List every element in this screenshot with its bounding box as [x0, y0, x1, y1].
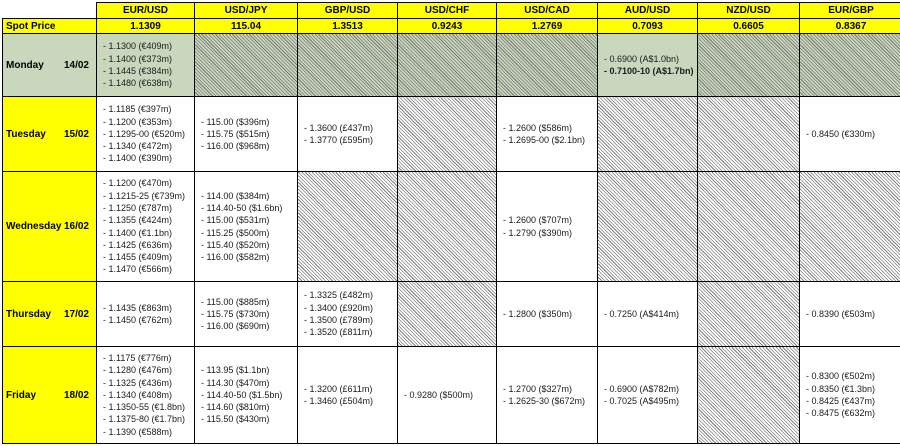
expiry-cell-wednesday-usd-cad: [497, 172, 598, 282]
day-date: 15/02: [63, 128, 89, 140]
day-row-wednesday: [3, 172, 900, 282]
day-row-monday: [3, 34, 900, 97]
spot-value-eur-gbp: 0.8367: [800, 19, 900, 34]
expiry-line: - 1.1175 (€776m): [103, 352, 172, 363]
pair-header-row: [3, 3, 900, 19]
expiry-line: - 116.00 ($582m): [201, 252, 270, 263]
day-label-wednesday: [3, 172, 97, 282]
expiry-line: - 1.3400 (£920m): [304, 302, 374, 313]
expiry-line: - 0.8425 (€437m): [806, 396, 876, 406]
expiry-line: - 1.1480 (€638m): [103, 78, 173, 89]
expiry-line: - 0.8300 (€502m): [806, 371, 876, 382]
expiry-line: - 114.40-50 ($1.6bn): [201, 202, 283, 213]
day-label-wrap: [3, 60, 96, 71]
spot-value-nzd-usd: 0.6605: [698, 19, 800, 34]
day-name: Thursday: [6, 308, 52, 320]
day-date: 16/02: [63, 221, 89, 232]
expiry-cell-tuesday-usd-jpy: [195, 97, 298, 172]
empty-hatch-cell-wednesday-aud-usd: [598, 172, 698, 282]
day-name: Wednesday: [6, 221, 62, 232]
expiry-line: - 1.1340 (€408m): [103, 389, 173, 400]
expiry-line: - 1.2600 ($586m): [503, 122, 573, 133]
corner-blank-cell: [3, 3, 97, 19]
expiry-cell-friday-eur-usd: [97, 347, 195, 444]
empty-hatch-cell-tuesday-usd-chf: [398, 97, 497, 172]
expiry-line: - 1.1450 (€762m): [103, 315, 173, 325]
expiry-line: - 0.6900 (A$782m): [604, 383, 680, 394]
expiry-line: - 114.30 ($470m): [201, 377, 270, 388]
expiry-line: - 1.1280 (€476m): [103, 365, 173, 376]
expiry-line: - 1.1350-55 (€1.8bn): [103, 402, 186, 413]
expiry-line: - 1.1425 (€636m): [103, 239, 173, 250]
expiry-line: - 1.2625-30 ($672m): [503, 396, 586, 406]
expiry-cell-thursday-gbp-usd: [298, 282, 398, 347]
expiry-line: - 1.1295-00 (€520m): [103, 128, 186, 139]
expiry-line: - 114.00 ($384m): [201, 190, 270, 201]
pair-header-usd-cad: USD/CAD: [497, 3, 598, 19]
expiry-cell-friday-eur-gbp: [800, 347, 900, 444]
expiry-line: - 1.1300 (€409m): [103, 41, 173, 52]
expiry-line: - 1.1400 (€390m): [103, 153, 173, 164]
expiry-line: - 0.6900 (A$1.0bn): [604, 53, 680, 64]
empty-hatch-cell-wednesday-gbp-usd: [298, 172, 398, 282]
expiry-line: - 115.00 ($885m): [201, 296, 270, 307]
day-row-thursday: [3, 282, 900, 347]
expiry-line: - 0.8450 (€330m): [806, 128, 876, 139]
expiry-line: - 0.8475 (€632m): [806, 408, 876, 419]
expiry-cell-friday-usd-cad: [497, 347, 598, 444]
expiry-line: - 114.40-50 ($1.5bn): [201, 389, 283, 400]
expiry-line: - 115.50 ($430m): [201, 414, 270, 425]
expiry-cell-monday-eur-usd: [97, 34, 195, 97]
day-row-friday: [3, 347, 900, 444]
day-label-wrap: [3, 221, 96, 232]
day-date: 14/02: [63, 59, 89, 71]
empty-hatch-cell-thursday-usd-chf: [398, 282, 497, 347]
expiry-line: - 0.8350 (€1.3bn): [806, 383, 876, 394]
expiry-cell-thursday-eur-usd: [97, 282, 195, 347]
expiry-line: - 115.40 ($520m): [201, 239, 270, 250]
expiry-cell-friday-aud-usd: [598, 347, 698, 444]
expiry-cell-thursday-usd-jpy: [195, 282, 298, 347]
empty-hatch-cell-wednesday-usd-chf: [398, 172, 497, 282]
expiry-line: - 1.1355 (€424m): [103, 215, 173, 226]
expiry-line: - 115.00 ($531m): [201, 215, 270, 226]
expiry-line: - 1.1375-80 (€1.7bn): [103, 414, 186, 425]
spot-value-aud-usd: 0.7093: [598, 19, 698, 34]
empty-hatch-cell-monday-usd-jpy: [195, 34, 298, 97]
empty-hatch-cell-thursday-nzd-usd: [698, 282, 800, 347]
expiry-line: - 1.1215-25 (€739m): [103, 190, 186, 201]
day-label-thursday: [3, 282, 97, 347]
expiry-line: - 1.2600 ($707m): [503, 215, 573, 226]
empty-hatch-cell-monday-nzd-usd: [698, 34, 800, 97]
day-name: Tuesday: [6, 128, 46, 140]
spot-value-usd-jpy: 115.04: [195, 19, 298, 34]
expiry-cell-monday-aud-usd: [598, 34, 698, 97]
pair-header-eur-usd: EUR/USD: [97, 3, 195, 19]
expiry-line: - 1.3520 (£811m): [304, 327, 373, 338]
expiry-line: - 115.25 ($500m): [201, 227, 270, 238]
expiry-cell-wednesday-usd-jpy: [195, 172, 298, 282]
expiry-line: - 1.2790 ($390m): [503, 227, 573, 238]
expiry-cell-friday-usd-jpy: [195, 347, 298, 444]
expiry-cell-thursday-usd-cad: [497, 282, 598, 347]
expiry-line: - 1.3200 (£611m): [304, 383, 373, 394]
day-row-tuesday: [3, 97, 900, 172]
expiry-line: - 1.1340 (€472m): [103, 141, 173, 152]
spot-price-row: [3, 19, 900, 34]
pair-header-gbp-usd: GBP/USD: [298, 3, 398, 19]
expiry-line: - 0.7025 (A$495m): [604, 396, 680, 406]
day-label-wrap: [3, 309, 96, 320]
expiry-line: - 1.1470 (€566m): [103, 264, 173, 275]
empty-hatch-cell-wednesday-eur-gbp: [800, 172, 900, 282]
empty-hatch-cell-wednesday-nzd-usd: [698, 172, 800, 282]
expiry-line: - 1.1250 (€787m): [103, 202, 173, 213]
expiry-cell-tuesday-eur-gbp: [800, 97, 900, 172]
pair-header-nzd-usd: NZD/USD: [698, 3, 800, 19]
day-label-monday: [3, 34, 97, 97]
expiry-cell-tuesday-usd-cad: [497, 97, 598, 172]
empty-hatch-cell-friday-nzd-usd: [698, 347, 800, 444]
expiry-line: - 1.1325 (€436m): [103, 377, 173, 388]
expiry-cell-friday-usd-chf: [398, 347, 497, 444]
expiry-cell-tuesday-gbp-usd: [298, 97, 398, 172]
expiry-line: - 1.2695-00 ($2.1bn): [503, 135, 586, 145]
expiry-line: - 0.7100-10 (A$1.7bn): [604, 66, 694, 76]
expiry-line: - 1.3460 (£504m): [304, 396, 374, 406]
expiry-line: - 0.9280 ($500m): [404, 389, 474, 400]
pair-header-usd-chf: USD/CHF: [398, 3, 497, 19]
empty-hatch-cell-monday-eur-gbp: [800, 34, 900, 97]
expiry-line: - 1.1390 (€588m): [103, 426, 173, 437]
spot-value-gbp-usd: 1.3513: [298, 19, 398, 34]
spot-value-usd-cad: 1.2769: [497, 19, 598, 34]
empty-hatch-cell-tuesday-nzd-usd: [698, 97, 800, 172]
expiry-line: - 1.1445 (€384m): [103, 66, 173, 76]
spot-value-usd-chf: 0.9243: [398, 19, 497, 34]
pair-header-eur-gbp: EUR/GBP: [800, 3, 900, 19]
expiry-line: - 1.3600 (£437m): [304, 122, 374, 133]
spot-value-eur-usd: 1.1309: [97, 19, 195, 34]
expiry-cell-tuesday-eur-usd: [97, 97, 195, 172]
expiry-line: - 1.1400 (€373m): [103, 53, 173, 64]
expiry-line: - 1.1435 (€863m): [103, 302, 173, 313]
expiry-line: - 1.1200 (€470m): [103, 178, 173, 189]
day-name: Friday: [6, 389, 37, 401]
pair-header-usd-jpy: USD/JPY: [195, 3, 298, 19]
expiry-line: - 0.8390 (€503m): [806, 308, 876, 319]
empty-hatch-cell-monday-gbp-usd: [298, 34, 398, 97]
expiry-line: - 1.1185 (€397m): [103, 104, 172, 115]
empty-hatch-cell-monday-usd-chf: [398, 34, 497, 97]
expiry-cell-wednesday-eur-usd: [97, 172, 195, 282]
expiry-line: - 1.3500 (£789m): [304, 315, 374, 325]
spot-price-label: Spot Price: [3, 19, 97, 34]
expiry-line: - 115.75 ($515m): [201, 128, 270, 139]
expiry-line: - 116.00 ($690m): [201, 321, 270, 332]
day-date: 18/02: [63, 389, 89, 401]
expiry-line: - 114.60 ($810m): [201, 402, 270, 413]
expiry-line: - 1.2800 ($350m): [503, 308, 573, 319]
expiry-cell-thursday-aud-usd: [598, 282, 698, 347]
expiry-line: - 1.3770 (£595m): [304, 135, 374, 145]
fx-expiries-table: [2, 2, 900, 444]
day-label-wrap: [3, 390, 96, 401]
expiry-line: - 1.3325 (£482m): [304, 290, 374, 301]
day-label-wrap: [3, 129, 96, 140]
expiry-line: - 1.1200 (€353m): [103, 116, 173, 127]
empty-hatch-cell-tuesday-aud-usd: [598, 97, 698, 172]
expiry-line: - 1.1400 (€1.1bn): [103, 227, 173, 238]
expiry-line: - 116.00 ($968m): [201, 141, 270, 152]
day-date: 17/02: [63, 308, 89, 320]
expiry-line: - 1.1455 (€409m): [103, 252, 173, 263]
day-label-friday: [3, 347, 97, 444]
expiry-line: - 113.95 ($1.1bn): [201, 365, 270, 376]
expiry-line: - 1.2700 ($327m): [503, 383, 573, 394]
expiry-line: - 115.00 ($396m): [201, 116, 270, 127]
pair-header-aud-usd: AUD/USD: [598, 3, 698, 19]
expiry-cell-friday-gbp-usd: [298, 347, 398, 444]
expiry-cell-thursday-eur-gbp: [800, 282, 900, 347]
empty-hatch-cell-monday-usd-cad: [497, 34, 598, 97]
day-label-tuesday: [3, 97, 97, 172]
day-name: Monday: [6, 59, 44, 71]
expiry-line: - 115.75 ($730m): [201, 308, 270, 319]
expiry-line: - 0.7250 (A$414m): [604, 308, 680, 319]
